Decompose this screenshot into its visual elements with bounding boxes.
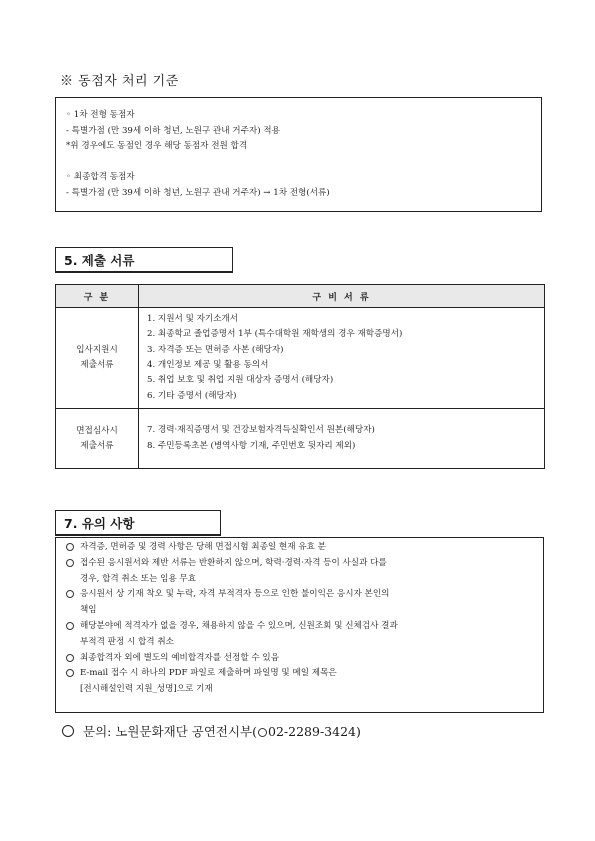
final-round-rule: - 특별가점 (만 39세 이하 청년, 노원구 관내 거주자) → 1차 전형(서류) <box>66 187 330 198</box>
section-7-heading: 7. 유의 사항 <box>55 510 221 536</box>
list-item: 4. 개인정보 제공 및 활용 동의서 <box>147 360 269 370</box>
first-round-rule: - 특별가점 (만 39세 이하 청년, 노원구 관내 거주자) 적용 <box>66 125 280 136</box>
list-item: 3. 자격증 또는 면허증 사본 (해당자) <box>147 344 284 355</box>
category-cell <box>56 409 139 469</box>
contact-label: 문의: 노원문화재단 공연전시부( <box>83 724 258 739</box>
circle-bullet-icon <box>66 622 74 630</box>
documents-table <box>55 284 545 469</box>
note-text: 응시원서 상 기재 착오 및 누락, 자격 부적격자 등으로 인한 불이익은 응시자 본인의 <box>80 589 390 600</box>
note-text: E-mail 접수 시 하나의 PDF 파일로 제출하며 파일명 및 메일 제목은 <box>80 668 337 679</box>
category-label: 제출서류 <box>80 440 114 451</box>
list-item <box>66 540 543 556</box>
circle-bullet-icon <box>66 590 74 598</box>
documents-cell <box>139 308 545 409</box>
list-item <box>66 556 543 588</box>
circle-bullet-icon <box>66 654 74 662</box>
note-text: 부적격 판정 시 합격 취소 <box>80 636 174 647</box>
category-cell <box>56 308 139 409</box>
notes-box <box>55 537 544 713</box>
list-item <box>66 587 543 619</box>
category-label: 제출서류 <box>80 360 114 370</box>
note-text: 경우, 합격 취소 또는 임용 무효 <box>80 573 197 584</box>
circle-bullet-icon <box>66 559 74 567</box>
tie-rules-box <box>55 97 542 212</box>
final-round-heading: ◦ 최종합격 동점자 <box>66 172 135 182</box>
column-documents: 구 비 서 류 <box>139 285 545 308</box>
circle-bullet-icon <box>66 543 74 551</box>
list-item: 6. 기타 증명서 (해당자) <box>147 390 237 401</box>
first-round-heading: ◦ 1차 전형 동점자 <box>66 110 135 120</box>
table-row <box>56 308 545 409</box>
note-text: 접수된 응시원서와 제반 서류는 반환하지 않으며, 학력·경력·자격 등이 사실과 다를 <box>80 557 387 568</box>
list-item: 7. 경력·재직증명서 및 건강보험자격득실확인서 원본(해당자) <box>147 425 375 436</box>
documents-table-header <box>56 285 545 308</box>
note-text: 책임 <box>80 605 97 616</box>
category-label: 면접심사시 <box>76 425 118 436</box>
first-round-note: *위 경우에도 동점인 경우 해당 동점자 전원 합격 <box>66 141 248 151</box>
list-item: 5. 취업 보호 및 취업 지원 대상자 증명서 (해당자) <box>147 375 334 386</box>
note-text: 자격증, 면허증 및 경력 사항은 당해 면접시험 최종일 현재 유효 분 <box>80 542 326 552</box>
list-item: 8. 주민등록초본 (병역사항 기재, 주민번호 뒷자리 제외) <box>147 440 356 451</box>
phone-icon <box>258 728 267 737</box>
contact-line <box>62 722 361 740</box>
table-row <box>56 409 545 469</box>
column-category: 구 분 <box>56 285 139 308</box>
section-5-heading: 5. 제출 서류 <box>55 247 233 273</box>
contact-phone: 02-2289-3424) <box>268 723 361 739</box>
note-text: 해당분야에 적격자가 없을 경우, 채용하지 않을 수 있으며, 신원조회 및 신체검사 결과 <box>80 620 398 631</box>
list-item <box>66 619 543 651</box>
tie-rules-title: ※ 동점자 처리 기준 <box>60 74 179 89</box>
circle-bullet-icon <box>62 725 74 737</box>
circle-bullet-icon <box>66 669 74 677</box>
list-item <box>66 666 543 698</box>
note-text: 최종합격자 외에 별도의 예비합격자를 선정할 수 있음 <box>80 652 280 663</box>
category-label: 입사지원시 <box>76 345 118 355</box>
list-item: 1. 지원서 및 자기소개서 <box>147 314 239 325</box>
list-item <box>66 651 543 667</box>
list-item: 2. 최종학교 졸업증명서 1부 (특수대학원 재학생의 경우 재학증명서) <box>147 329 403 340</box>
note-text: [전시해설인력 지원_성명]으로 기재 <box>80 684 213 695</box>
documents-cell <box>139 409 545 469</box>
